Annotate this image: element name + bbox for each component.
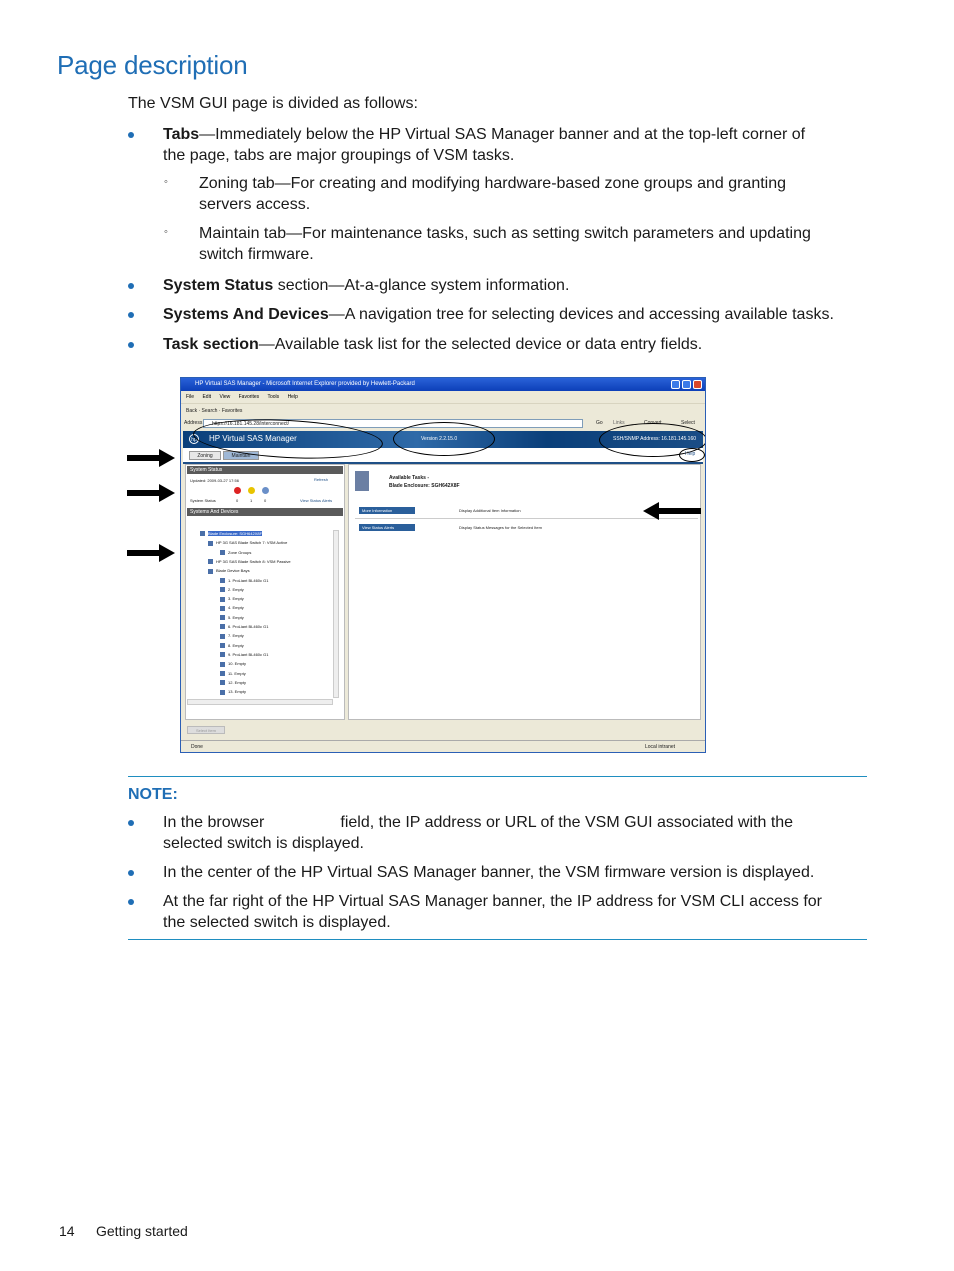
bullet-tabs-text: —Immediately below the HP Virtual SAS Manager banner and at the top-left corner of [199, 126, 806, 143]
term-system-status: System Status [163, 277, 274, 294]
tree-item[interactable] [200, 531, 262, 536]
hp-logo-icon: hp [189, 434, 199, 444]
tree-item-label: 1. ProLiant BL460c G1 [228, 577, 269, 583]
help-link[interactable]: Help [685, 451, 696, 457]
tree-item-label: 12. Empty [228, 679, 247, 685]
bullet-systems-devices [163, 304, 834, 325]
tab-maintain[interactable]: Maintain [223, 451, 259, 460]
tree-item-label: 4. Empty [228, 605, 244, 611]
count-warning: 1 [250, 498, 253, 503]
tree-item[interactable] [220, 652, 268, 657]
tree-item[interactable] [220, 661, 246, 666]
count-critical: 0 [236, 498, 239, 503]
device-icon [220, 587, 225, 592]
menu-edit[interactable]: Edit [202, 394, 212, 400]
systems-devices-header: Systems And Devices [187, 508, 343, 516]
bullet-dot [128, 820, 134, 826]
tree-item[interactable] [220, 624, 268, 629]
warning-icon [248, 487, 255, 494]
tree-item-label: HP 3G SAS Blade Switch 8: VSM Passive [216, 558, 291, 564]
menu-tools[interactable]: Tools [267, 394, 280, 400]
tree-hscrollbar[interactable] [187, 699, 333, 705]
status-zone: Local intranet [645, 744, 676, 750]
device-icon [220, 615, 225, 620]
device-icon [200, 531, 205, 536]
bullet-dot [128, 283, 134, 289]
tree-item[interactable] [220, 587, 244, 592]
count-info: 0 [264, 498, 267, 503]
device-icon [220, 652, 225, 657]
bullet-dot [128, 312, 134, 318]
tree-item[interactable] [208, 568, 250, 573]
status-done: Done [191, 744, 203, 750]
select-button[interactable]: Select [681, 420, 695, 426]
tree-item-label: 13. Empty [228, 689, 247, 695]
banner-title: HP Virtual SAS Manager [209, 434, 297, 443]
banner-ip: SSH/SNMP Address: 16.181.145.160 [613, 436, 697, 442]
tree-item-label: 9. ProLiant BL460c G1 [228, 651, 269, 657]
enclosure-label: Blade Enclosure: SGH642X8F [389, 483, 460, 489]
device-icon [220, 690, 225, 695]
sub-bullet-maintain-line2: switch firmware. [199, 246, 314, 263]
more-information-desc: Display Additional Item Information [459, 508, 521, 513]
tree-item[interactable] [220, 605, 244, 610]
menu-view[interactable]: View [219, 394, 231, 400]
annotation-ellipse [393, 422, 495, 456]
tree-item[interactable] [220, 643, 244, 648]
tree-item[interactable] [220, 596, 244, 601]
tree-item-label: 5. Empty [228, 614, 244, 620]
bullet-system-status-text: section—At-a-glance system information. [273, 277, 570, 294]
note-version: In the center of the HP Virtual SAS Manager banner, the VSM firmware version is displayed. [163, 864, 815, 881]
bullet-systems-devices-text: —A navigation tree for selecting devices and accessing available tasks. [328, 306, 834, 323]
bullet-tabs-text-2: the page, tabs are major groupings of VSM tasks. [163, 147, 515, 164]
maximize-icon[interactable] [682, 380, 691, 389]
footer-section: Getting started [96, 1223, 188, 1239]
bullet-task-section [163, 334, 702, 355]
address-label: Address [184, 420, 203, 426]
enclosure-icon [355, 471, 369, 491]
note-browser [163, 812, 873, 854]
tree-item-label: 3. Empty [228, 596, 244, 602]
sub-bullet-zoning-line1: Zoning tab—For creating and modifying hardware-based zone groups and granting [199, 175, 787, 192]
note-browser-line1b: field, the IP address or URL of the VSM GUI associated with the [340, 814, 794, 831]
view-status-alerts-link[interactable]: View Status Alerts [300, 498, 333, 503]
tree-item[interactable] [208, 540, 287, 545]
tree-item[interactable] [220, 550, 251, 555]
note-ip-line1: At the far right of the HP Virtual SAS Manager banner, the IP address for VSM CLI access for [163, 893, 823, 910]
menu-file[interactable]: File [186, 394, 195, 400]
annotation-ellipse [679, 448, 705, 462]
tree-item[interactable] [220, 615, 244, 620]
sub-bullet-marker: ◦ [164, 176, 168, 188]
menu-help[interactable]: Help [287, 394, 298, 400]
note-label: NOTE: [128, 786, 178, 803]
banner-version: Version 2.2.15.0 [421, 436, 458, 442]
sub-bullet-zoning [199, 173, 869, 215]
term-tabs: Tabs [163, 126, 200, 143]
note-ip-line2: the selected switch is displayed. [163, 914, 391, 931]
note-bottom-rule [128, 939, 867, 940]
tree-item[interactable] [208, 559, 291, 564]
device-icon [220, 671, 225, 676]
tree-item-label: 11. Empty [228, 670, 246, 676]
bullet-system-status [163, 275, 569, 296]
tree-item[interactable] [220, 689, 246, 694]
tree-item-label: Blade Enclosure: SGH642X8F [208, 531, 263, 536]
sub-bullet-maintain [199, 223, 869, 265]
sub-bullet-maintain-line1: Maintain tab—For maintenance tasks, such as setting switch parameters and updating [199, 225, 811, 242]
tree-item-label: 6. ProLiant BL460c G1 [228, 624, 269, 629]
bullet-tabs [163, 124, 873, 166]
bullet-dot [128, 870, 134, 876]
tree-item-label: 7. Empty [228, 633, 244, 639]
device-icon [220, 624, 225, 629]
tree-item[interactable] [220, 633, 244, 638]
tree-item[interactable] [220, 671, 246, 676]
select-item-button[interactable]: Select Item [187, 726, 225, 734]
term-systems-devices: Systems And Devices [163, 306, 329, 323]
tree-item[interactable] [220, 680, 246, 685]
status-bar [181, 740, 705, 752]
available-tasks-title: Available Tasks - [389, 475, 430, 481]
note-top-rule [128, 776, 867, 777]
device-icon [220, 597, 225, 602]
browser-toolbar[interactable]: Back · Search · Favorites [181, 403, 705, 417]
tree-item-label: Blade Device Bays [216, 568, 250, 574]
address-field[interactable]: https://16.181.145.28/interconnect/ [203, 419, 583, 428]
tab-zoning[interactable]: Zoning [189, 451, 221, 460]
view-status-alerts-button[interactable]: View Status Alerts [359, 524, 415, 531]
bullet-dot [128, 132, 134, 138]
window-title: HP Virtual SAS Manager - Microsoft Internet Explorer provided by Hewlett-Packard [181, 378, 705, 391]
page-number: 14 [59, 1223, 75, 1239]
refresh-button[interactable]: Refresh [314, 477, 329, 482]
device-icon [220, 643, 225, 648]
arrow-right-icon [127, 447, 177, 469]
vsm-gui-screenshot [180, 377, 706, 753]
view-status-alerts-desc: Display Status Messages for the Selected Item [459, 525, 542, 530]
device-icon [220, 606, 225, 611]
tree-item-label: 8. Empty [228, 642, 244, 648]
sub-bullet-zoning-line2: servers access. [199, 196, 311, 213]
menu-bar [181, 391, 706, 403]
intro-text: The VSM GUI page is divided as follows: [128, 95, 418, 112]
note-browser-line1: In the browser [163, 814, 265, 831]
system-status-header: System Status [187, 466, 343, 474]
critical-icon [234, 487, 241, 494]
note-ip [163, 891, 873, 933]
tree-item-label: 2. Empty [228, 586, 244, 592]
term-task-section: Task section [163, 336, 259, 353]
device-icon [220, 662, 225, 667]
arrow-right-icon [127, 542, 177, 564]
note-browser-line2: selected switch is displayed. [163, 835, 364, 852]
convert-button[interactable]: Convert [644, 420, 662, 426]
left-pane [185, 464, 345, 720]
tree-item-label: HP 3G SAS Blade Switch 7: VSM Active [216, 540, 288, 546]
arrow-left-icon [641, 500, 701, 522]
system-status-label: System Status [190, 498, 216, 503]
device-icon [220, 550, 225, 555]
tree-item-label: 10. Empty [228, 661, 247, 667]
device-icon [220, 578, 225, 583]
arrow-right-icon [127, 482, 177, 504]
menu-favorites[interactable]: Favorites [238, 394, 260, 400]
close-icon[interactable] [693, 380, 702, 389]
device-icon [220, 634, 225, 639]
minimize-icon[interactable] [671, 380, 680, 389]
bullet-dot [128, 342, 134, 348]
more-information-button[interactable]: More Information [359, 507, 415, 514]
device-icon [208, 559, 213, 564]
device-icon [208, 541, 213, 546]
bullet-task-section-text: —Available task list for the selected device or data entry fields. [258, 336, 703, 353]
links-label[interactable]: Links [613, 420, 625, 426]
updated-time: Updated: 2009-03-27 17:56 [190, 478, 239, 483]
info-icon [262, 487, 269, 494]
tree-item-label: Zone Groups [228, 549, 252, 555]
page-title: Page description [57, 50, 248, 80]
tree-item[interactable] [220, 578, 268, 583]
device-icon [208, 569, 213, 574]
tree-scrollbar[interactable] [333, 530, 339, 698]
device-icon [220, 680, 225, 685]
sub-bullet-marker: ◦ [164, 226, 168, 238]
go-button[interactable]: Go [596, 420, 603, 426]
bullet-dot [128, 899, 134, 905]
